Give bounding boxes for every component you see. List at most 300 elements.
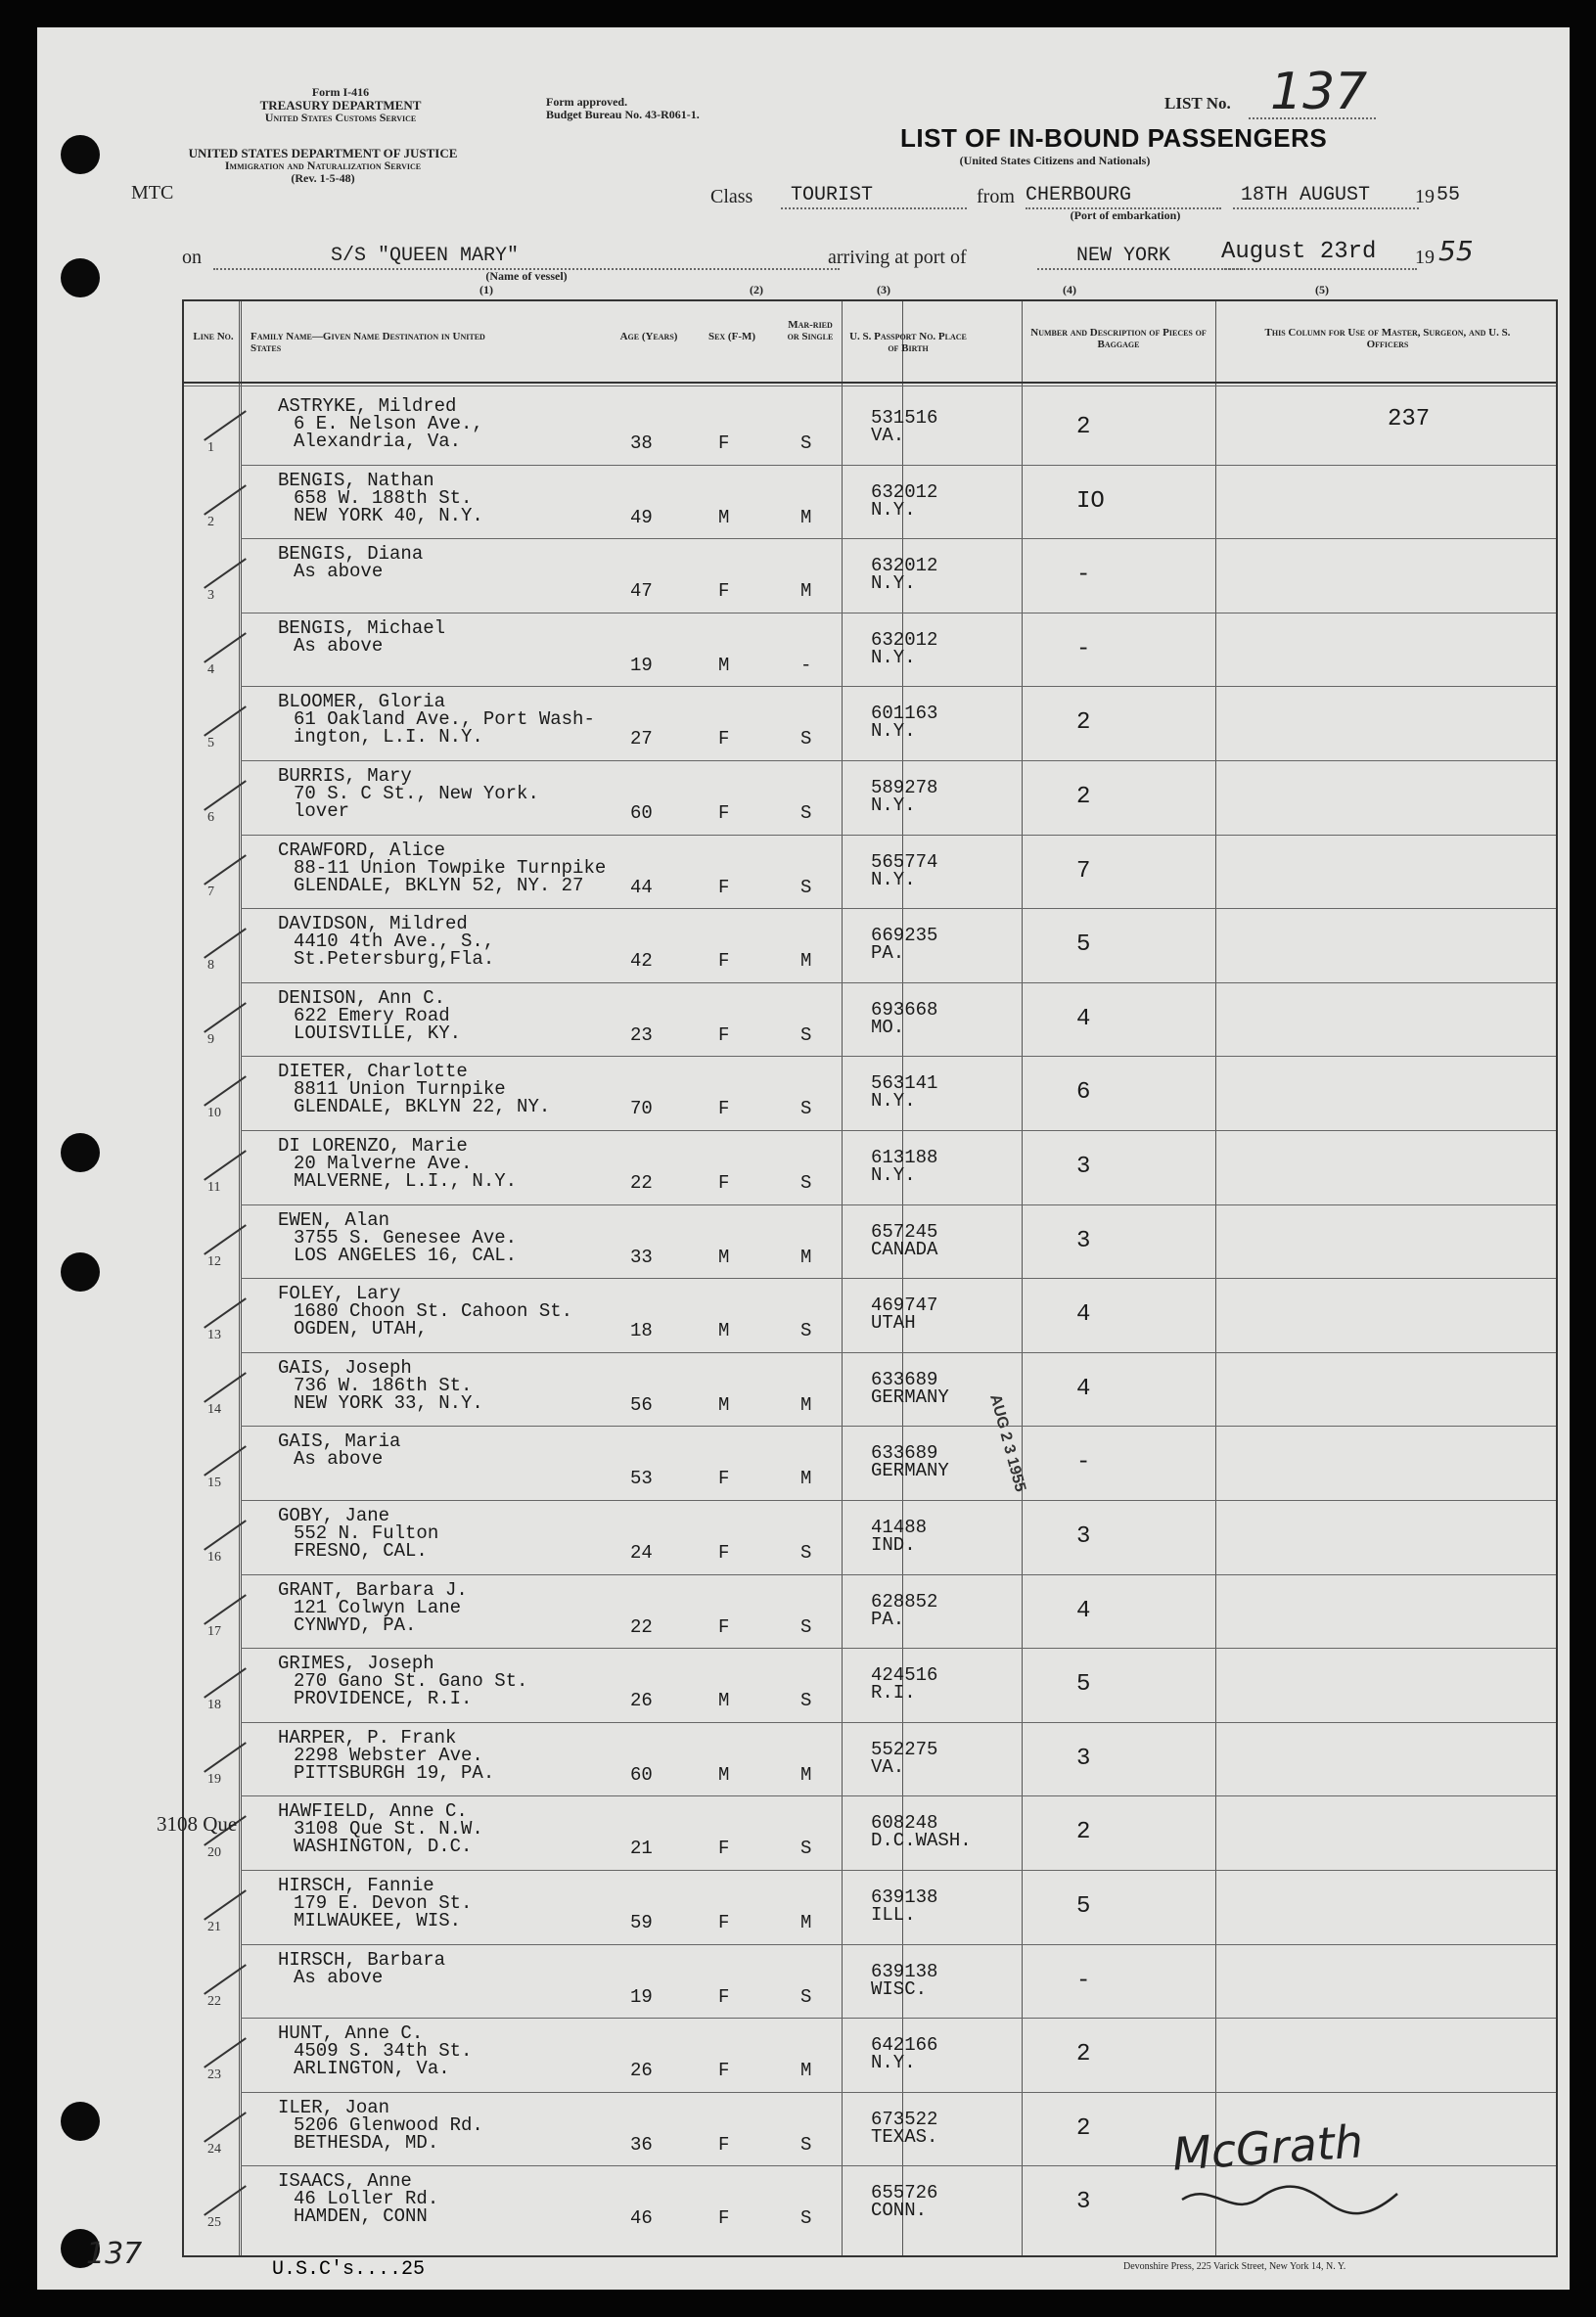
- birth-place: PA.: [871, 942, 905, 965]
- address-line-1: As above: [294, 1966, 384, 1988]
- passport-number: 639138: [871, 1960, 938, 1982]
- marital-status: S: [800, 1542, 812, 1564]
- age-value: 46: [630, 2207, 653, 2230]
- sex-value: F: [718, 950, 730, 973]
- check-mark: [204, 854, 247, 885]
- mtc-mark: MTC: [131, 182, 174, 204]
- baggage-count: 3: [1076, 1154, 1091, 1180]
- baggage-count: 3: [1076, 1745, 1091, 1772]
- age-value: 59: [630, 1912, 653, 1933]
- age-value: 36: [630, 2133, 653, 2156]
- table-row: [184, 391, 1556, 466]
- marital-status: S: [800, 1690, 812, 1712]
- check-mark: [204, 558, 247, 588]
- age-value: 60: [630, 802, 653, 824]
- address-line-1: As above: [294, 561, 384, 583]
- passenger-name: ISAACS, Anne: [278, 2170, 412, 2193]
- birth-place: VA.: [871, 1755, 905, 1778]
- passenger-name: HAWFIELD, Anne C.: [278, 1800, 468, 1823]
- passport-number: 552275: [871, 1738, 938, 1760]
- age-value: 22: [630, 1615, 653, 1638]
- binder-hole: [61, 258, 100, 297]
- baggage-count: 3: [1076, 1523, 1091, 1550]
- class-label: Class: [710, 186, 753, 207]
- passenger-name: DENISON, Ann C.: [278, 986, 446, 1009]
- table-row: [184, 1427, 1556, 1501]
- header-sex: Sex (F-M): [707, 331, 756, 342]
- line-number: 25: [207, 2215, 221, 2231]
- sex-value: M: [718, 1320, 730, 1342]
- table-row: [184, 1501, 1556, 1575]
- table-row: [184, 983, 1556, 1058]
- address-line-2: MALVERNE, L.I., N.Y.: [294, 1170, 518, 1192]
- sex-value: F: [718, 1098, 730, 1120]
- table-row: [184, 1723, 1556, 1797]
- sex-value: F: [718, 1468, 730, 1490]
- sex-value: F: [718, 802, 730, 824]
- birth-place: VA.: [871, 425, 905, 446]
- birth-place: PA.: [871, 1608, 905, 1630]
- birth-place: N.Y.: [871, 1164, 916, 1186]
- departure-year: 55: [1436, 184, 1461, 206]
- address-line-2: NEW YORK 33, N.Y.: [294, 1391, 483, 1414]
- check-mark: [204, 1446, 247, 1477]
- passport-number: 633689: [871, 1368, 938, 1390]
- age-value: 44: [630, 876, 653, 898]
- birth-place: N.Y.: [871, 572, 916, 595]
- check-mark: [204, 1889, 247, 1920]
- passport-number: 633689: [871, 1442, 938, 1465]
- manifest-page: [37, 27, 1570, 2290]
- header-name: Family Name—Given Name Destination in United States: [251, 331, 485, 354]
- table-row: [184, 539, 1556, 613]
- passport-number: 531516: [871, 407, 938, 429]
- passport-number: 639138: [871, 1886, 938, 1908]
- page-subtitle: (United States Citizens and Nationals): [959, 154, 1151, 167]
- on-label: on: [182, 247, 202, 268]
- sex-value: M: [718, 1246, 730, 1268]
- line-number: 19: [207, 1771, 221, 1787]
- address-line-1: 8811 Union Turnpike: [294, 1078, 506, 1101]
- address-line-1: 179 E. Devon St.: [294, 1892, 473, 1914]
- marital-status: S: [800, 1320, 812, 1342]
- table-row: [184, 1131, 1556, 1205]
- passport-number: 41488: [871, 1517, 928, 1538]
- sex-value: M: [718, 506, 730, 528]
- justice-dept: UNITED STATES DEPARTMENT OF JUSTICE: [188, 146, 458, 160]
- binder-hole: [61, 1252, 100, 1292]
- table-row: [184, 1279, 1556, 1353]
- passenger-name: DAVIDSON, Mildred: [278, 913, 468, 935]
- birth-place: CONN.: [871, 2200, 928, 2222]
- table-row: [184, 1057, 1556, 1131]
- table-row: [184, 1353, 1556, 1428]
- passport-number: 632012: [871, 555, 938, 577]
- passenger-name: ASTRYKE, Mildred: [278, 395, 457, 417]
- age-value: 49: [630, 506, 653, 528]
- passport-number: 601163: [871, 703, 938, 725]
- line-number: 8: [207, 958, 214, 974]
- birth-place: WISC.: [871, 1977, 928, 2000]
- passport-number: 628852: [871, 1590, 938, 1613]
- passenger-name: CRAWFORD, Alice: [278, 839, 446, 861]
- age-value: 19: [630, 1985, 653, 2008]
- age-value: 26: [630, 2060, 653, 2082]
- form-approved: Form approved.: [546, 95, 628, 109]
- line-number: 10: [207, 1106, 221, 1121]
- age-value: 56: [630, 1393, 653, 1416]
- address-line-2: MILWAUKEE, WIS.: [294, 1910, 462, 1931]
- table-row: [184, 909, 1556, 983]
- departure-date: 18TH AUGUST: [1241, 184, 1371, 206]
- table-row: [184, 1205, 1556, 1280]
- list-number: 137: [1270, 63, 1368, 121]
- passport-number: 655726: [871, 2182, 938, 2204]
- baggage-count: 6: [1076, 1079, 1091, 1107]
- birth-place: UTAH: [871, 1312, 916, 1335]
- age-value: 24: [630, 1542, 653, 1564]
- age-value: 23: [630, 1023, 653, 1046]
- year-prefix: 19: [1415, 186, 1435, 207]
- passenger-name: GRANT, Barbara J.: [278, 1578, 468, 1601]
- baggage-count: 5: [1076, 931, 1091, 959]
- officer-signature: McGrath: [1170, 2114, 1365, 2181]
- address-line-1: 88-11 Union Towpike Turnpike: [294, 856, 607, 879]
- sex-value: F: [718, 1838, 730, 1860]
- address-line-2: ARLINGTON, Va.: [294, 2058, 450, 2080]
- marital-status: M: [800, 506, 812, 528]
- age-value: 70: [630, 1098, 653, 1120]
- baggage-count: -: [1076, 1967, 1091, 1994]
- marital-status: S: [800, 1985, 812, 2008]
- table-row: [184, 1871, 1556, 1945]
- line-number: 1: [207, 440, 214, 455]
- address-line-2: FRESNO, CAL.: [294, 1540, 428, 1562]
- passport-number: 632012: [871, 628, 938, 651]
- sex-value: F: [718, 2207, 730, 2230]
- marital-status: M: [800, 1393, 812, 1416]
- passenger-name: GRIMES, Joseph: [278, 1653, 434, 1675]
- age-value: 38: [630, 432, 653, 454]
- footer-count: U.S.C's....25: [272, 2258, 426, 2281]
- address-line-2: St.Petersburg,Fla.: [294, 948, 495, 971]
- birth-place: N.Y.: [871, 646, 916, 668]
- check-mark: [204, 1297, 247, 1328]
- sex-value: F: [718, 580, 730, 603]
- line-number: 21: [207, 1920, 221, 1934]
- check-mark: [204, 632, 247, 662]
- ins-service: Immigration and Naturalization Service: [224, 159, 422, 172]
- sex-value: M: [718, 654, 730, 676]
- address-line-2: ington, L.I. N.Y.: [294, 726, 483, 749]
- page-mark: 137: [86, 2237, 143, 2271]
- baggage-count: 3: [1076, 1227, 1091, 1254]
- marital-status: S: [800, 1023, 812, 1046]
- passport-number: 608248: [871, 1812, 938, 1835]
- baggage-count: 4: [1076, 1005, 1091, 1032]
- arriving-label: arriving at port of: [828, 247, 967, 268]
- baggage-count: 2: [1076, 709, 1091, 737]
- table-row: [184, 613, 1556, 688]
- marital-status: M: [800, 2060, 812, 2082]
- passenger-name: GOBY, Jane: [278, 1505, 390, 1526]
- binder-hole: [61, 2102, 100, 2141]
- table-row: [184, 836, 1556, 910]
- age-value: 53: [630, 1468, 653, 1490]
- line-number: 16: [207, 1550, 221, 1565]
- address-line-2: NEW YORK 40, N.Y.: [294, 504, 483, 526]
- check-mark: [204, 2037, 247, 2067]
- address-line-2: BETHESDA, MD.: [294, 2131, 439, 2154]
- line-number: 6: [207, 810, 214, 825]
- baggage-count: 2: [1076, 2041, 1091, 2068]
- form-number: Form I-416: [311, 85, 370, 99]
- table-row: [184, 1649, 1556, 1723]
- line-number: 3: [207, 588, 214, 604]
- vessel-note: (Name of vessel): [485, 269, 568, 283]
- sex-value: M: [718, 1690, 730, 1712]
- vessel-name: S/S "QUEEN MARY": [331, 245, 520, 267]
- address-line-1: 3108 Que St. N.W.: [294, 1818, 483, 1840]
- header-line-no: Line No.: [193, 331, 234, 342]
- check-mark: [204, 1742, 247, 1772]
- header-age: Age (Years): [619, 331, 678, 342]
- line-number: 7: [207, 884, 214, 899]
- passenger-name: FOLEY, Lary: [278, 1283, 401, 1305]
- class-value: TOURIST: [791, 184, 874, 206]
- marital-status: S: [800, 1098, 812, 1120]
- sex-value: F: [718, 728, 730, 750]
- address-line-2: HAMDEN, CONN: [294, 2205, 428, 2228]
- marital-status: M: [800, 1763, 812, 1786]
- address-line-2: WASHINGTON, D.C.: [294, 1836, 473, 1858]
- check-mark: [204, 1224, 247, 1254]
- sex-value: F: [718, 1912, 730, 1933]
- line-number: 13: [207, 1328, 221, 1343]
- birth-place: ILL.: [871, 1904, 916, 1926]
- address-line-1: 5206 Glenwood Rd.: [294, 2113, 483, 2136]
- check-mark: [204, 780, 247, 810]
- age-value: 60: [630, 1763, 653, 1786]
- address-line-1: 1680 Choon St. Cahoon St.: [294, 1300, 573, 1323]
- page-title: LIST OF IN-BOUND PASSENGERS: [900, 123, 1328, 153]
- marital-status: M: [800, 1912, 812, 1933]
- header-officers: This Column for Use of Master, Surgeon, and U. S. Officers: [1264, 327, 1511, 350]
- signature-scrawl: [1172, 2170, 1427, 2229]
- address-line-1: 4410 4th Ave., S.,: [294, 931, 495, 953]
- baggage-count: -: [1076, 562, 1091, 589]
- address-line-2: OGDEN, UTAH,: [294, 1318, 428, 1340]
- line-number: 12: [207, 1253, 221, 1269]
- address-line-1: 270 Gano St. Gano St.: [294, 1670, 528, 1693]
- customs-service: United States Customs Service: [264, 111, 417, 124]
- passport-number: 424516: [871, 1664, 938, 1687]
- passport-number: 669235: [871, 925, 938, 947]
- birth-place: TEXAS.: [871, 2125, 938, 2148]
- budget-bureau: Budget Bureau No. 43-R061-1.: [546, 108, 700, 121]
- passport-number: 565774: [871, 850, 938, 873]
- baggage-count: IO: [1076, 487, 1105, 515]
- check-mark: [204, 928, 247, 958]
- col-number-5: (5): [1315, 283, 1329, 296]
- passport-number: 693668: [871, 998, 938, 1021]
- baggage-count: 7: [1076, 857, 1091, 885]
- baggage-count: -: [1076, 1449, 1091, 1477]
- passenger-name: ILER, Joan: [278, 2096, 390, 2118]
- marital-status: S: [800, 2207, 812, 2230]
- baggage-count: 4: [1076, 1375, 1091, 1402]
- from-label: from: [977, 186, 1015, 207]
- address-line-1: 6 E. Nelson Ave.,: [294, 413, 483, 434]
- line-number: 2: [207, 514, 214, 529]
- passenger-name: BENGIS, Nathan: [278, 469, 434, 491]
- passport-number: 657245: [871, 1220, 938, 1243]
- table-row: [184, 761, 1556, 836]
- treasury-dept: TREASURY DEPARTMENT: [259, 98, 422, 113]
- age-value: 33: [630, 1246, 653, 1268]
- officer-note: 237: [1388, 406, 1431, 432]
- birth-place: IND.: [871, 1534, 916, 1556]
- check-mark: [204, 1964, 247, 1994]
- birth-place: N.Y.: [871, 498, 916, 521]
- address-line-1: 658 W. 188th St.: [294, 486, 473, 509]
- marital-status: S: [800, 802, 812, 824]
- passport-number: 563141: [871, 1072, 938, 1095]
- passenger-name: HIRSCH, Fannie: [278, 1875, 434, 1896]
- sex-value: F: [718, 2133, 730, 2156]
- age-value: 18: [630, 1320, 653, 1342]
- passport-number: 632012: [871, 480, 938, 503]
- col-number-4: (4): [1063, 283, 1076, 296]
- passenger-name: HIRSCH, Barbara: [278, 1948, 446, 1971]
- age-value: 19: [630, 654, 653, 676]
- address-line-2: GLENDALE, BKLYN 52, NY. 27: [294, 874, 584, 896]
- passport-number: 673522: [871, 2108, 938, 2130]
- passport-number: 613188: [871, 1147, 938, 1168]
- birth-place: N.Y.: [871, 795, 916, 816]
- birth-place: N.Y.: [871, 1090, 916, 1113]
- baggage-count: -: [1076, 635, 1091, 662]
- sex-value: F: [718, 432, 730, 454]
- passport-number: 589278: [871, 777, 938, 798]
- col-number-2: (2): [750, 283, 763, 296]
- passenger-name: GAIS, Joseph: [278, 1356, 412, 1379]
- marital-status: M: [800, 1246, 812, 1268]
- table-row: [184, 1796, 1556, 1871]
- header-married: Mar-ried or Single: [787, 319, 834, 342]
- baggage-count: 2: [1076, 414, 1091, 440]
- address-line-2: Alexandria, Va.: [294, 431, 462, 452]
- age-value: 47: [630, 580, 653, 603]
- passenger-name: DI LORENZO, Marie: [278, 1135, 468, 1157]
- line-number: 11: [207, 1180, 221, 1195]
- age-value: 22: [630, 1172, 653, 1194]
- address-line-1: 2298 Webster Ave.: [294, 1744, 483, 1766]
- check-mark: [204, 2112, 247, 2142]
- sex-value: F: [718, 1542, 730, 1564]
- revision: (Rev. 1-5-48): [291, 171, 355, 185]
- address-line-1: 46 Loller Rd.: [294, 2188, 439, 2210]
- arrival-port: NEW YORK: [1076, 245, 1171, 267]
- col-number-1: (1): [479, 283, 493, 296]
- passenger-name: HARPER, P. Frank: [278, 1726, 457, 1749]
- marital-status: M: [800, 1468, 812, 1490]
- sex-value: F: [718, 1023, 730, 1046]
- baggage-count: 2: [1076, 784, 1091, 810]
- address-line-2: PROVIDENCE, R.I.: [294, 1688, 473, 1710]
- birth-place: N.Y.: [871, 720, 916, 743]
- passenger-name: EWEN, Alan: [278, 1208, 390, 1231]
- sex-value: M: [718, 1763, 730, 1786]
- address-line-2: CYNWYD, PA.: [294, 1613, 417, 1636]
- line-number: 5: [207, 736, 214, 751]
- address-line-1: As above: [294, 1448, 384, 1471]
- check-mark: [204, 2186, 247, 2216]
- line-number: 17: [207, 1623, 221, 1639]
- marital-status: S: [800, 876, 812, 898]
- birth-place: GERMANY: [871, 1460, 949, 1482]
- sex-value: F: [718, 876, 730, 898]
- marital-status: S: [800, 1172, 812, 1194]
- check-mark: [204, 484, 247, 515]
- birth-place: N.Y.: [871, 868, 916, 890]
- marital-status: M: [800, 580, 812, 603]
- sex-value: F: [718, 1172, 730, 1194]
- passport-number: 642166: [871, 2034, 938, 2057]
- port-embarkation-note: (Port of embarkation): [1070, 208, 1181, 222]
- baggage-count: 5: [1076, 1671, 1091, 1699]
- sex-value: F: [718, 2060, 730, 2082]
- age-value: 42: [630, 950, 653, 973]
- marital-status: S: [800, 2133, 812, 2156]
- passenger-name: BENGIS, Michael: [278, 616, 446, 639]
- marital-status: M: [800, 950, 812, 973]
- birth-place: MO.: [871, 1016, 905, 1038]
- baggage-count: 3: [1076, 2189, 1091, 2216]
- marital-status: S: [800, 728, 812, 750]
- baggage-count: 4: [1076, 1301, 1091, 1329]
- baggage-count: 5: [1076, 1893, 1091, 1920]
- address-line-2: LOS ANGELES 16, CAL.: [294, 1244, 518, 1266]
- birth-place: N.Y.: [871, 2052, 916, 2074]
- passenger-table: [182, 299, 1558, 2257]
- address-line-1: 552 N. Fulton: [294, 1522, 439, 1544]
- birth-place: D.C.WASH.: [871, 1830, 972, 1852]
- col-number-3: (3): [877, 283, 890, 296]
- line-number: 4: [207, 661, 214, 677]
- table-row: [184, 1945, 1556, 2020]
- address-line-1: 70 S. C St., New York.: [294, 783, 539, 804]
- arrival-year: 55: [1438, 235, 1474, 267]
- address-line-1: 121 Colwyn Lane: [294, 1596, 462, 1618]
- check-mark: [204, 1002, 247, 1032]
- marital-status: S: [800, 1838, 812, 1860]
- check-mark: [204, 1150, 247, 1180]
- line-number: 20: [207, 1845, 221, 1861]
- baggage-count: 4: [1076, 1597, 1091, 1624]
- table-row: [184, 2019, 1556, 2093]
- binder-hole: [61, 1133, 100, 1172]
- passenger-name: BENGIS, Diana: [278, 543, 424, 566]
- check-mark: [204, 1667, 247, 1698]
- binder-hole: [61, 135, 100, 174]
- birth-place: R.I.: [871, 1682, 916, 1704]
- line-number: 9: [207, 1031, 214, 1047]
- passenger-name: BURRIS, Mary: [278, 765, 412, 787]
- passenger-name: DIETER, Charlotte: [278, 1061, 468, 1083]
- address-line-1: As above: [294, 634, 384, 657]
- check-mark: [204, 1520, 247, 1550]
